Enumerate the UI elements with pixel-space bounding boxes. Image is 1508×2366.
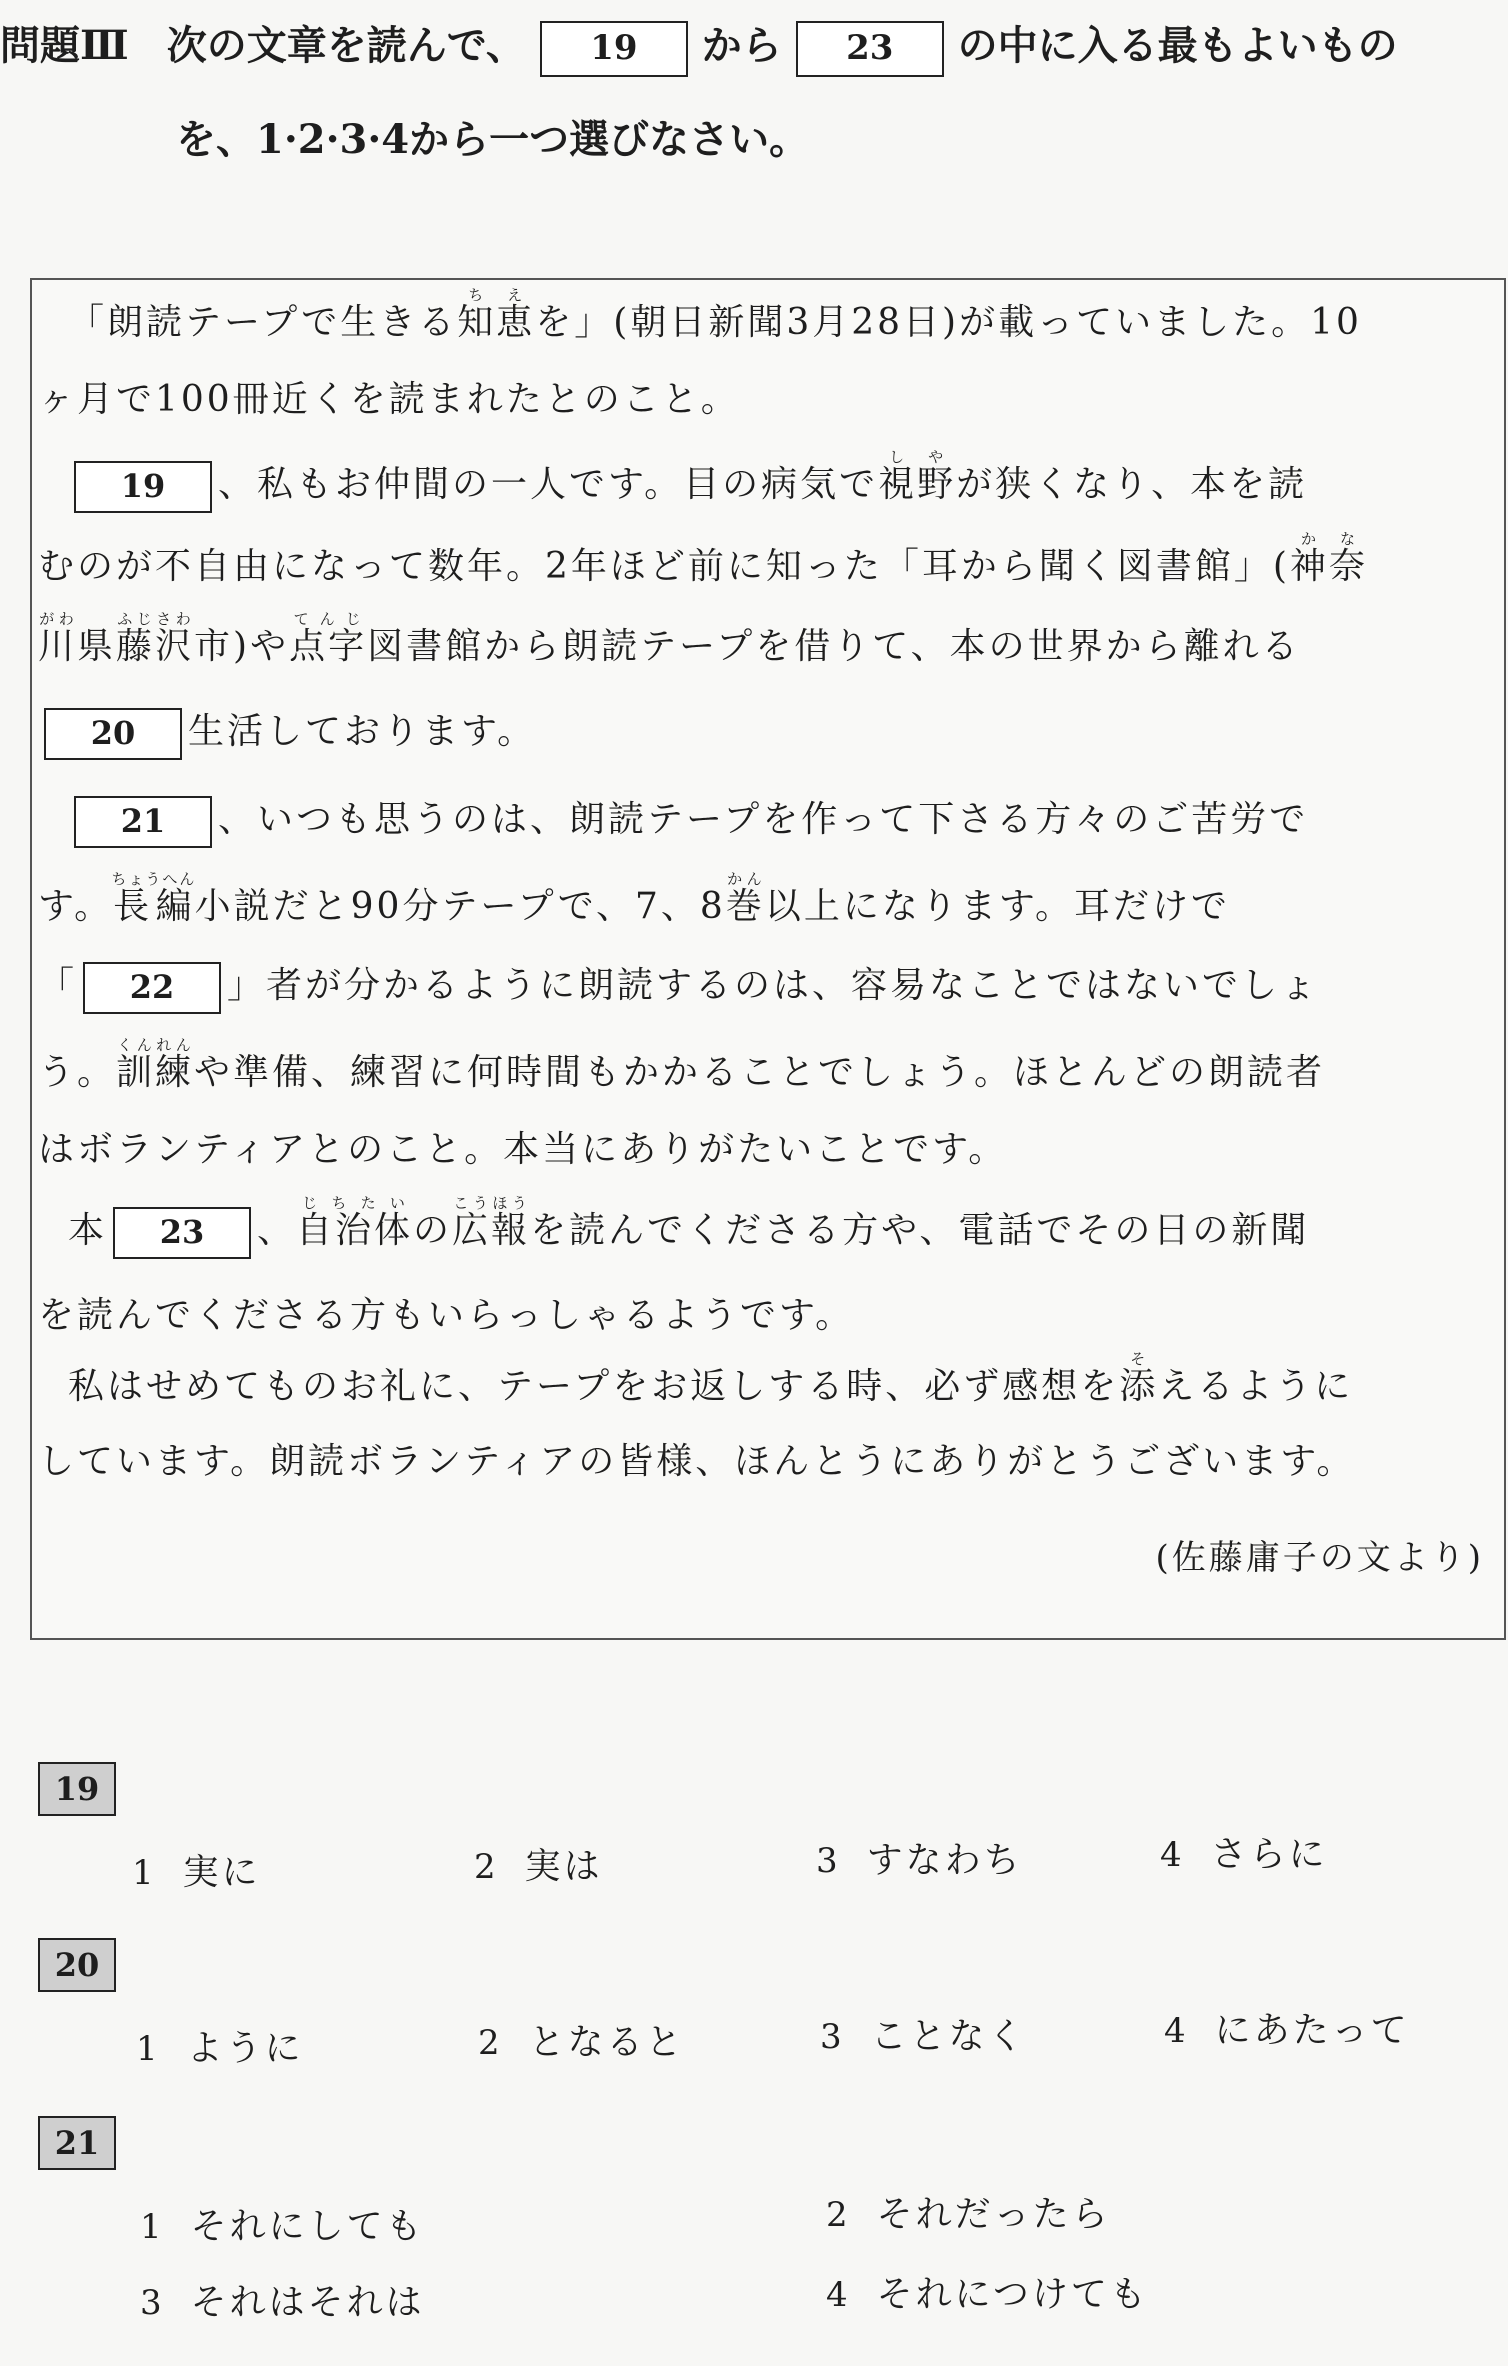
passage-text: 」者が分かるように朗読するのは、容易なことではないでしょ bbox=[227, 965, 1320, 1006]
passage-text: 市)や bbox=[194, 626, 290, 667]
passage-text: を」(朝日新聞3月28日)が載っていました。10 bbox=[535, 302, 1362, 343]
ruby-word: 添そ bbox=[1119, 1350, 1159, 1407]
passage-text: を読んでくださる方や、電話でその日の新聞 bbox=[530, 1210, 1310, 1251]
option-21-2[interactable] bbox=[826, 2186, 1111, 2237]
passage-text: 「 bbox=[38, 965, 78, 1006]
option-text: それはそれは bbox=[190, 2282, 425, 2323]
option-19-2[interactable] bbox=[474, 1838, 603, 1889]
ruby-word: 神奈かな bbox=[1289, 530, 1368, 587]
ruby-word: 長編ちょうへん bbox=[111, 870, 197, 927]
ruby-word: 訓練くんれん bbox=[116, 1036, 195, 1093]
option-19-1[interactable] bbox=[132, 1844, 261, 1895]
question-number-19: 19 bbox=[38, 1762, 116, 1816]
passage-line: ヶ月で100冊近くを読まれたとのこと。 bbox=[38, 379, 740, 420]
source-citation: (佐藤庸子の文より) bbox=[1155, 1538, 1484, 1578]
passage-text: の bbox=[413, 1210, 453, 1251]
ruby-word: 自治体じちたい bbox=[296, 1194, 414, 1251]
instruction-text: から bbox=[701, 22, 782, 69]
passage-line bbox=[68, 1194, 1508, 1264]
passage-line bbox=[38, 870, 1498, 940]
question-header bbox=[0, 14, 1398, 77]
passage-line bbox=[68, 1350, 1508, 1420]
passage-line bbox=[68, 448, 1508, 518]
blank-20[interactable]: 20 bbox=[44, 708, 182, 760]
passage-text: す。 bbox=[38, 886, 114, 927]
passage-text: う。 bbox=[38, 1052, 117, 1093]
option-number: 1 bbox=[136, 2029, 161, 2069]
option-number: 1 bbox=[140, 2207, 165, 2247]
option-text: それだったら bbox=[876, 2194, 1111, 2235]
passage-box bbox=[30, 278, 1506, 1640]
option-text: となると bbox=[528, 2022, 685, 2063]
passage-text: 以上になります。耳だけで bbox=[764, 886, 1230, 927]
ruby-word: 川がわ bbox=[38, 610, 78, 667]
passage-text: や準備、練習に何時間もかかることでしょう。ほとんどの朗読者 bbox=[194, 1052, 1326, 1093]
ruby-word: 藤沢ふじさわ bbox=[116, 610, 195, 667]
passage-text: 、 bbox=[257, 1210, 297, 1251]
passage-text: 私はせめてものお礼に、テープをお返しする時、必ず感想を bbox=[68, 1366, 1120, 1407]
option-number: 3 bbox=[140, 2283, 165, 2323]
passage-line bbox=[68, 788, 1508, 853]
option-number: 4 bbox=[1160, 1835, 1185, 1875]
option-text: すなわち bbox=[866, 1840, 1023, 1881]
option-number: 3 bbox=[816, 1841, 841, 1881]
option-text: ように bbox=[186, 2028, 304, 2069]
option-number: 3 bbox=[820, 2017, 845, 2057]
passage-line: はボランティアとのこと。本当にありがたいことです。 bbox=[38, 1129, 1008, 1170]
option-number: 2 bbox=[478, 2023, 503, 2063]
option-number: 2 bbox=[826, 2195, 851, 2235]
passage-line: しています。朗読ボランティアの皆様、ほんとうにありがとうございます。 bbox=[38, 1441, 1356, 1482]
passage-line: を読んでくださる方もいらっしゃるようです。 bbox=[38, 1295, 855, 1336]
ruby-word: 視野しや bbox=[878, 448, 957, 505]
option-19-3[interactable] bbox=[816, 1832, 1023, 1883]
option-text: さらに bbox=[1210, 1834, 1328, 1875]
instruction-text: の中に入る最もよいもの bbox=[957, 22, 1398, 69]
ruby-word: 広報こうほう bbox=[452, 1194, 531, 1251]
question-number-21: 21 bbox=[38, 2116, 116, 2170]
passage-text: 、私もお仲間の一人です。目の病気で bbox=[218, 464, 879, 505]
passage-text: えるように bbox=[1158, 1366, 1354, 1407]
option-text: 実に bbox=[182, 1852, 261, 1893]
option-text: ことなく bbox=[870, 2016, 1027, 2057]
blank-range-start: 19 bbox=[540, 21, 688, 77]
option-21-3[interactable] bbox=[140, 2274, 425, 2325]
option-number: 4 bbox=[826, 2275, 851, 2315]
passage-text: 、いつも思うのは、朗読テープを作って下さる方々のご苦労で bbox=[218, 799, 1309, 840]
passage-text: 図書館から朗読テープを借りて、本の世界から離れる bbox=[367, 626, 1301, 667]
passage-line bbox=[38, 700, 1498, 765]
section-label: 問題Ⅲ bbox=[0, 22, 129, 69]
passage-text: 「朗読テープで生きる bbox=[68, 302, 458, 343]
option-number: 1 bbox=[132, 1853, 157, 1893]
option-text: それにしても bbox=[190, 2206, 425, 2247]
passage-text: 小説だと90分テープで、7、8 bbox=[194, 886, 726, 927]
blank-23[interactable]: 23 bbox=[113, 1207, 251, 1259]
option-text: にあたって bbox=[1214, 2010, 1410, 2051]
passage-text: 生活しております。 bbox=[188, 711, 537, 752]
passage-line bbox=[68, 286, 1508, 356]
passage-text: 県 bbox=[77, 626, 117, 667]
passage-text: 本 bbox=[68, 1210, 108, 1251]
blank-19[interactable]: 19 bbox=[74, 461, 212, 513]
passage-text: むのが不自由になって数年。2年ほど前に知った「耳から聞く図書館」( bbox=[38, 546, 1290, 587]
passage-line bbox=[38, 610, 1498, 680]
option-text: それにつけても bbox=[876, 2274, 1149, 2315]
option-21-4[interactable] bbox=[826, 2266, 1149, 2317]
passage-line bbox=[38, 1036, 1498, 1106]
blank-range-end: 23 bbox=[796, 21, 944, 77]
ruby-word: 点字てんじ bbox=[289, 610, 368, 667]
passage-text: が狭くなり、本を読 bbox=[956, 464, 1308, 505]
ruby-word: 知恵ちえ bbox=[457, 286, 536, 343]
instruction-line-2: を、1·2·3·4から一つ選びなさい。 bbox=[176, 116, 810, 163]
option-number: 4 bbox=[1164, 2011, 1189, 2051]
passage-line bbox=[38, 954, 1498, 1019]
question-number-20: 20 bbox=[38, 1938, 116, 1992]
option-19-4[interactable] bbox=[1160, 1826, 1328, 1877]
option-number: 2 bbox=[474, 1847, 499, 1887]
option-20-1[interactable] bbox=[136, 2020, 304, 2071]
option-text: 実は bbox=[524, 1846, 603, 1887]
blank-21[interactable]: 21 bbox=[74, 796, 212, 848]
option-20-4[interactable] bbox=[1164, 2002, 1410, 2053]
option-21-1[interactable] bbox=[140, 2198, 425, 2249]
ruby-word: 巻かん bbox=[725, 870, 765, 927]
passage-line bbox=[38, 530, 1498, 600]
instruction-text: 次の文章を読んで、 bbox=[166, 22, 526, 69]
blank-22[interactable]: 22 bbox=[83, 962, 221, 1014]
option-20-2[interactable] bbox=[478, 2014, 685, 2065]
option-20-3[interactable] bbox=[820, 2008, 1027, 2059]
